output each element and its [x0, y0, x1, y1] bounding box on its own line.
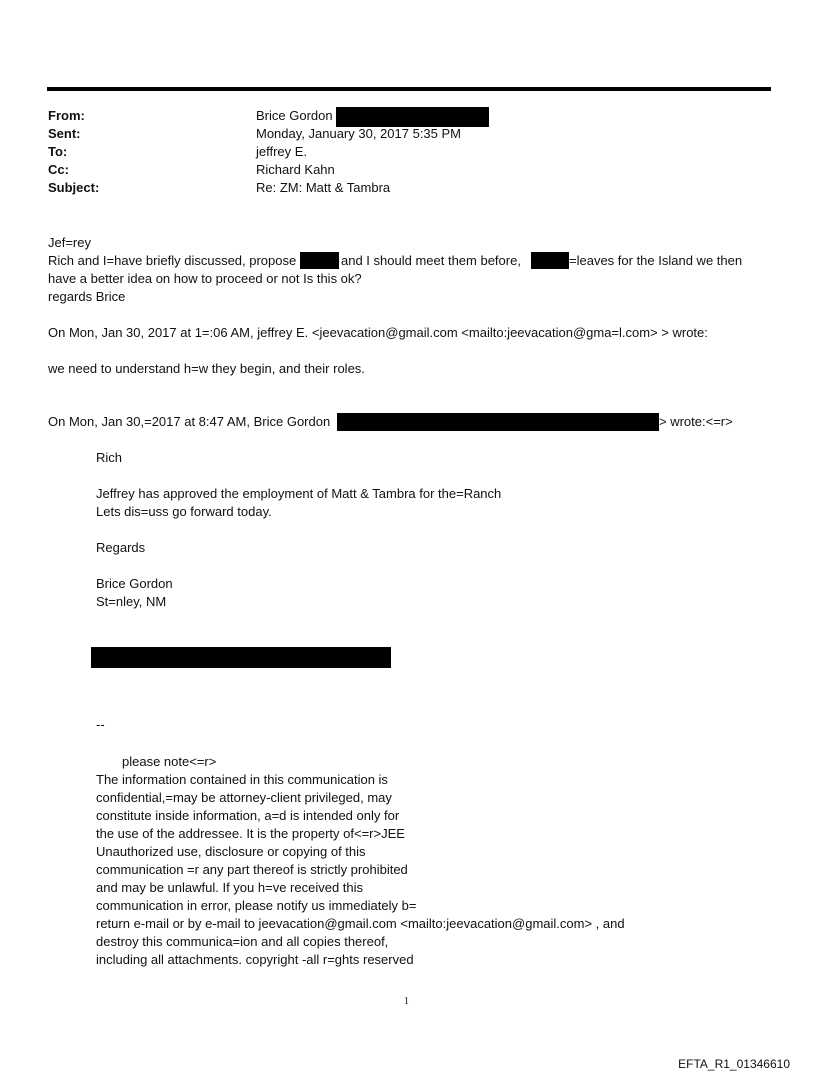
body-text: Rich and I=have briefly discussed, propose [48, 253, 297, 268]
quote-header: > wrote:<=r> [659, 414, 733, 429]
document-id: EFTA_R1_01346610 [678, 1057, 790, 1071]
disclaimer-line: confidential,=may be attorney-client privileged, may [96, 790, 392, 805]
page-number: 1 [404, 996, 409, 1007]
to-label: To: [48, 144, 68, 159]
quoted-regards: Regards [96, 540, 146, 555]
subject-value: Re: ZM: Matt & Tambra [256, 180, 391, 195]
quote-header: On Mon, Jan 30, 2017 at 1=:06 AM, jeffrey E. <jeevacation@gmail.com <mailto:jeevacation@gma=l.com> > wrote: [48, 325, 708, 340]
sent-label: Sent: [48, 126, 81, 141]
disclaimer-line: Unauthorized use, disclosure or copying of this [96, 844, 366, 859]
body-text: and I should meet them before, [341, 253, 521, 268]
disclaimer-line: including all attachments. copyright -all r=ghts reserved [96, 952, 414, 967]
redaction-box [336, 107, 489, 127]
signature-name: Brice Gordon [96, 576, 173, 591]
quoted-salutation: Rich [96, 450, 123, 465]
disclaimer-line: destroy this communica=ion and all copies thereof, [96, 934, 389, 949]
quote-header: On Mon, Jan 30,=2017 at 8:47 AM, Brice Gordon [48, 414, 331, 429]
from-label: From: [48, 108, 85, 123]
sent-value: Monday, January 30, 2017 5:35 PM [256, 126, 461, 141]
redaction-box [91, 647, 391, 668]
signature-location: St=nley, NM [96, 594, 167, 609]
quoted-text: Lets dis=uss go forward today. [96, 504, 272, 519]
redaction-box [337, 413, 659, 431]
disclaimer-line: constitute inside information, a=d is intended only for [96, 808, 400, 823]
cc-label: Cc: [48, 162, 69, 177]
disclaimer-line: The information contained in this communication is [96, 772, 388, 787]
redaction-box [531, 252, 569, 269]
separator: -- [96, 717, 105, 732]
to-value: jeffrey E. [256, 144, 308, 159]
subject-label: Subject: [48, 180, 100, 195]
disclaimer-line: the use of the addressee. It is the property of<=r>JEE [96, 826, 405, 841]
header-rule [47, 87, 771, 91]
body-text: have a better idea on how to proceed or not Is this ok? [48, 271, 362, 286]
disclaimer-line: return e-mail or by e-mail to jeevacation@gmail.com <mailto:jeevacation@gmail.com> , and [96, 916, 625, 931]
body-text: =leaves for the Island we then [569, 253, 743, 268]
redaction-box [300, 252, 339, 269]
disclaimer-line: communication =r any part thereof is strictly prohibited [96, 862, 408, 877]
disclaimer-line: communication in error, please notify us immediately b= [96, 898, 417, 913]
sign-off: regards Brice [48, 289, 126, 304]
greeting: Jef=rey [48, 235, 91, 250]
disclaimer-title: please note<=r> [122, 754, 217, 769]
from-value: Brice Gordon [256, 108, 333, 123]
quote-text: we need to understand h=w they begin, and their roles. [48, 361, 365, 376]
cc-value: Richard Kahn [256, 162, 335, 177]
quoted-text: Jeffrey has approved the employment of Matt & Tambra for the=Ranch [96, 486, 502, 501]
disclaimer-line: and may be unlawful. If you h=ve received this [96, 880, 364, 895]
